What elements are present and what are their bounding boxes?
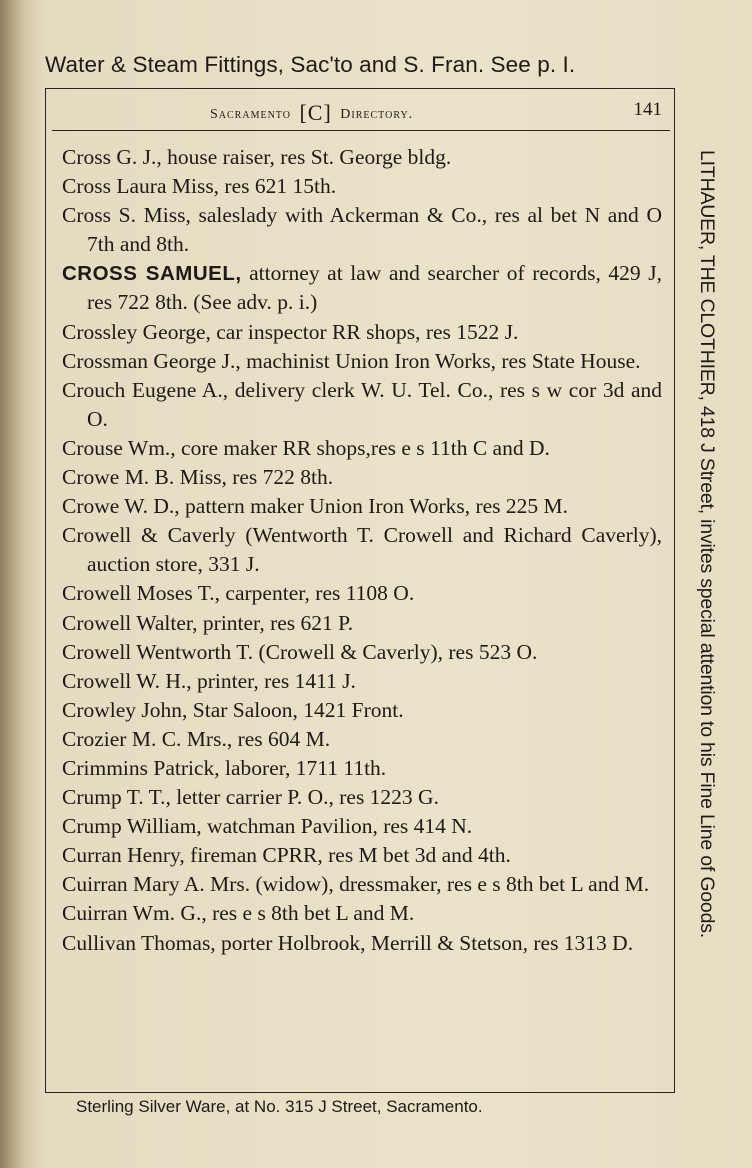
entry-text: Crossley George, car inspector RR shops, res 1522 J. [62, 319, 519, 344]
entry-text: Crowell Moses T., carpenter, res 1108 O. [62, 581, 415, 606]
entry-text: Curran Henry, fireman CPRR, res M bet 3d and 4th. [62, 843, 511, 868]
entry-text: Crimmins Patrick, laborer, 1711 11th. [62, 755, 387, 780]
entry-text: Crowley John, Star Saloon, 1421 Front. [62, 697, 404, 722]
directory-entry [62, 667, 662, 696]
entry-text: Crump T. T., letter carrier P. O., res 1223 G. [62, 785, 439, 810]
directory-title [210, 100, 413, 126]
entry-text: Crossman George J., machinist Union Iron Works, res State House. [62, 348, 641, 373]
directory-entry [62, 492, 662, 521]
directory-entry [62, 434, 662, 463]
entry-text: Cuirran Mary A. Mrs. (widow), dressmaker, res e s 8th bet L and M. [62, 872, 650, 897]
entry-text: Crowell Wentworth T. (Crowell & Caverly), res 523 O. [62, 639, 538, 664]
directory-entry [62, 783, 662, 812]
directory-entry [62, 725, 662, 754]
directory-entry [62, 376, 662, 434]
entry-text: Crouse Wm., core maker RR shops,res e s 11th C and D. [62, 435, 550, 460]
directory-entry [62, 754, 662, 783]
entry-text: Crouch Eugene A., delivery clerk W. U. Tel. Co., res s w cor 3d and O. [62, 377, 662, 431]
directory-entry [62, 899, 662, 928]
entry-text: Cross G. J., house raiser, res St. George bldg. [62, 145, 452, 169]
directory-entry [62, 201, 662, 259]
directory-entry [62, 318, 662, 347]
directory-entry [62, 696, 662, 725]
directory-entry [62, 579, 662, 608]
entry-text: Crowell Walter, printer, res 621 P. [62, 610, 354, 635]
directory-entry [62, 841, 662, 870]
directory-entry [62, 347, 662, 376]
directory-entries [62, 143, 662, 958]
entry-text: Crowe M. B. Miss, res 722 8th. [62, 465, 334, 490]
entry-text: attorney at law and searcher of records, 429 J, res 722 8th. (See adv. p. i.) [87, 261, 662, 315]
entry-text: Crozier M. C. Mrs., res 604 M. [62, 726, 331, 751]
title-directory: Directory. [340, 107, 414, 122]
directory-entry [62, 929, 662, 958]
running-header [52, 96, 670, 131]
title-letter: [C] [299, 100, 332, 125]
side-advertisement [692, 150, 722, 1010]
entry-text: Cuirran Wm. G., res e s 8th bet L and M. [62, 901, 415, 926]
entry-text: Crowe W. D., pattern maker Union Iron Works, res 225 M. [62, 494, 569, 519]
bottom-advertisement: Sterling Silver Ware, at No. 315 J Street, Sacramento. [76, 1097, 483, 1116]
directory-entry [62, 172, 662, 201]
directory-entry [62, 463, 662, 492]
entry-text: Crump William, watchman Pavilion, res 414 N. [62, 814, 473, 839]
directory-entry [62, 870, 662, 899]
directory-entry [62, 259, 662, 317]
entry-text: Cullivan Thomas, porter Holbrook, Merrill & Stetson, res 1313 D. [62, 930, 634, 955]
top-advertisement: Water & Steam Fittings, Sac'to and S. Fran. See p. I. [45, 52, 576, 77]
entry-text: Cross Laura Miss, res 621 15th. [62, 174, 337, 199]
directory-entry [62, 638, 662, 667]
directory-entry [62, 143, 662, 172]
entry-text: Crowell & Caverly (Wentworth T. Crowell and Richard Caverly), auction store, 331 J. [62, 523, 662, 577]
entry-bold-name: CROSS SAMUEL, [62, 262, 242, 286]
side-advertisement-text: LITHAUER, THE CLOTHIER, 418 J Street, invites special attention to his Fine Line of Goods. [696, 150, 718, 938]
entry-text: Crowell W. H., printer, res 1411 J. [62, 668, 356, 693]
directory-entry [62, 521, 662, 579]
directory-entry [62, 812, 662, 841]
page-number: 141 [633, 99, 662, 120]
title-city: Sacramento [210, 107, 291, 122]
directory-entry [62, 609, 662, 638]
entry-text: Cross S. Miss, saleslady with Ackerman & Co., res al bet N and O 7th and 8th. [62, 203, 662, 257]
